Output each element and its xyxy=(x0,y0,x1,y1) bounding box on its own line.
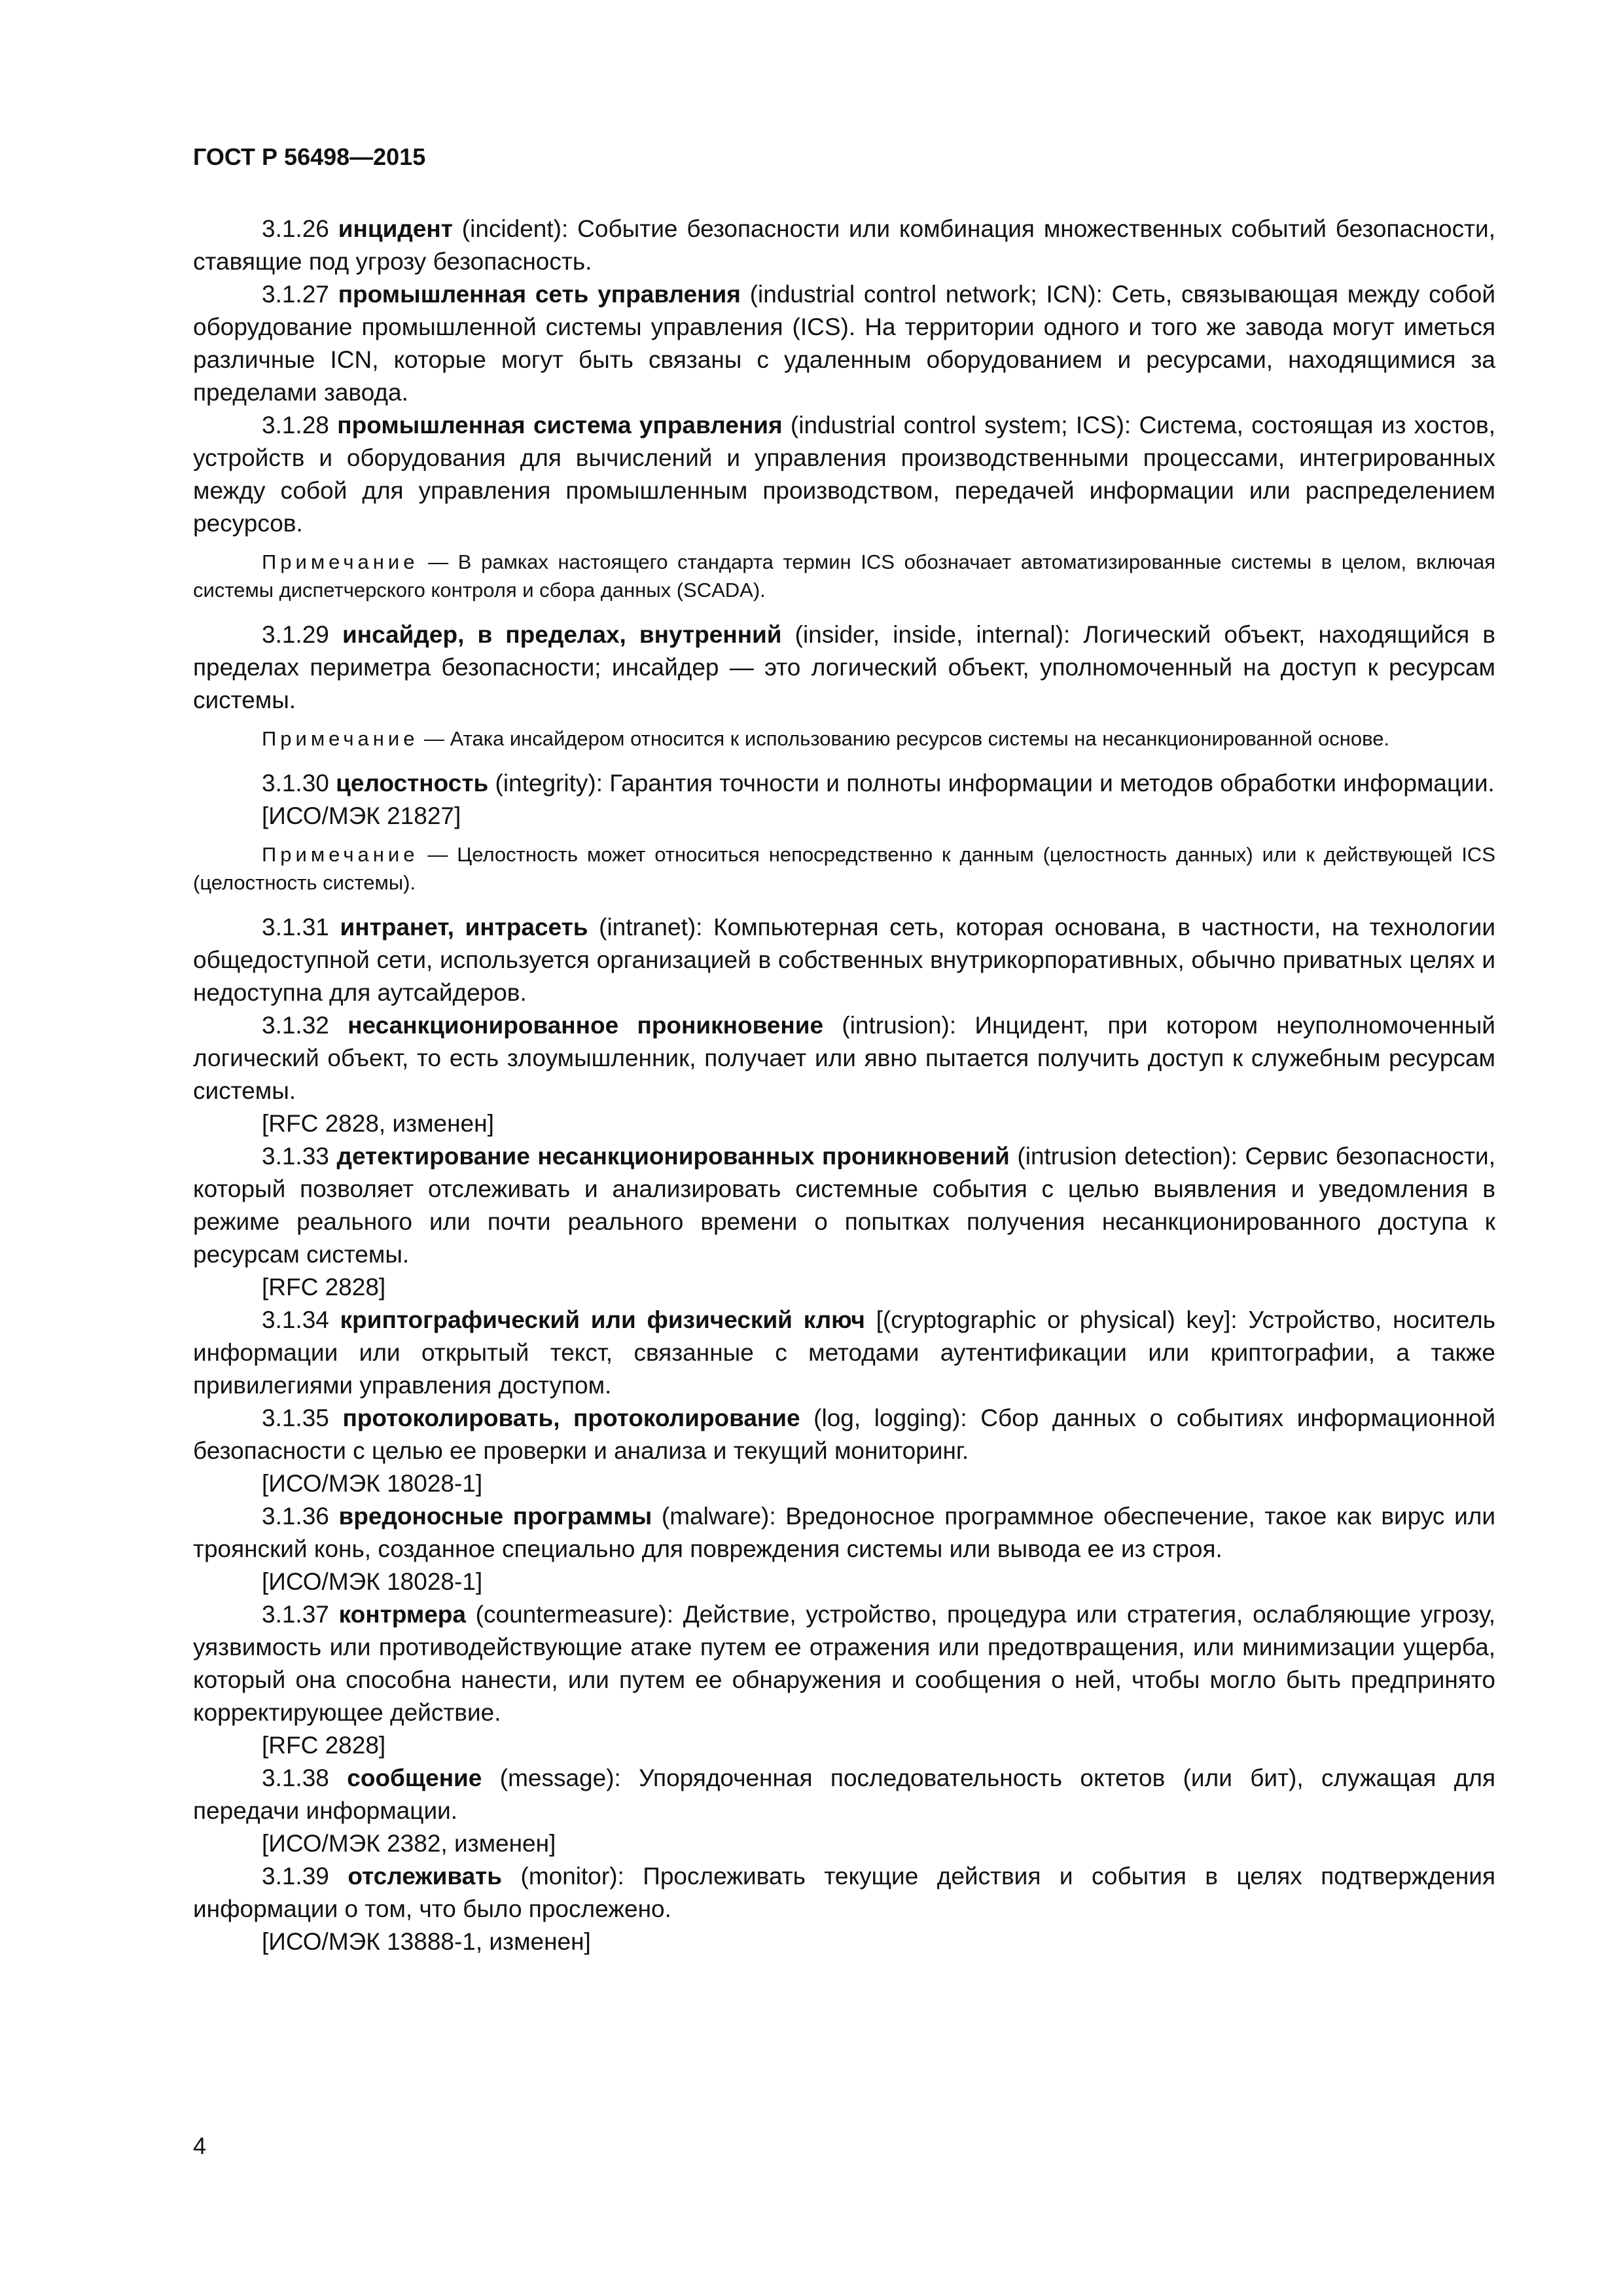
entry-term: отслеживать xyxy=(348,1863,503,1890)
entry-definition: (message): Упорядоченная последовательность октетов (или бит), служащая для передачи информации. xyxy=(193,1765,1496,1824)
entry-definition: (intrusion detection): Сервис безопасности, который позволяет отслеживать и анализировать системные события с целью выявления и уведомления в режиме реального или почти реального времени о попытках получения несанкционированного доступа к ресурсам системы. xyxy=(193,1143,1495,1268)
entry-term: сообщение xyxy=(347,1765,482,1791)
document-header: ГОСТ Р 56498—2015 xyxy=(193,143,426,170)
entry-definition: (incident): Событие безопасности или комбинация множественных событий безопасности, ставящие под угрозу безопасность. xyxy=(193,215,1495,275)
entry-number: 3.1.36 xyxy=(262,1503,329,1530)
term-entry-3-1-35 xyxy=(193,1402,1495,1467)
reference: [RFC 2828] xyxy=(262,1274,386,1300)
note-ics xyxy=(193,548,1495,604)
note-label: Примечание xyxy=(262,843,419,866)
reference: [RFC 2828] xyxy=(262,1732,386,1759)
entry-number: 3.1.37 xyxy=(262,1601,329,1628)
entry-number: 3.1.26 xyxy=(262,215,329,242)
term-entry-3-1-29 xyxy=(193,619,1495,717)
note-label: Примечание xyxy=(262,550,419,573)
reference: [ИСО/МЭК 18028-1] xyxy=(262,1470,483,1497)
reference: [ИСО/МЭК 13888-1, изменен] xyxy=(262,1928,591,1955)
term-entry-3-1-31 xyxy=(193,911,1495,1009)
reference: [ИСО/МЭК 2382, изменен] xyxy=(262,1830,556,1857)
entry-number: 3.1.32 xyxy=(262,1012,329,1039)
note-text: — Атака инсайдером относится к использованию ресурсов системы на несанкционированной основе. xyxy=(418,727,1390,750)
entry-definition: (integrity): Гарантия точности и полноты информации и методов обработки информации. xyxy=(488,770,1495,797)
entry-number: 3.1.39 xyxy=(262,1863,329,1890)
entry-definition: (monitor): Прослеживать текущие действия и события в целях подтверждения информации о том, что было прослежено. xyxy=(193,1863,1495,1922)
note-text: — Целостность может относиться непосредственно к данным (целостность данных) или к действующей ICS (целостность системы). xyxy=(193,843,1495,894)
entry-number: 3.1.33 xyxy=(262,1143,329,1170)
entry-term: инсайдер, в пределах, внутренний xyxy=(342,621,782,648)
entry-definition: (countermeasure): Действие, устройство, процедура или стратегия, ослабляющие угрозу, уязвимость или противодействующие атаке путем ее отражения или предотвращения, или минимизации ущерба, который она способна нанести, или путем ее обнаружения и сообщения о ней, чтобы могло быть предпринято корректирующее действие. xyxy=(193,1601,1495,1726)
entry-term: вредоносные программы xyxy=(338,1503,652,1530)
term-entry-3-1-32 xyxy=(193,1009,1495,1107)
term-entry-3-1-39 xyxy=(193,1860,1495,1926)
entry-term: протоколировать, протоколирование xyxy=(342,1405,800,1431)
term-entry-3-1-27 xyxy=(193,278,1495,409)
page-number: 4 xyxy=(193,2132,207,2159)
entry-number: 3.1.30 xyxy=(262,770,329,797)
entry-number: 3.1.28 xyxy=(262,412,329,439)
entry-term: интранет, интрасеть xyxy=(340,914,588,941)
entry-number: 3.1.34 xyxy=(262,1306,329,1333)
note-insider xyxy=(193,725,1495,753)
entry-number: 3.1.35 xyxy=(262,1405,329,1431)
entry-number: 3.1.29 xyxy=(262,621,329,648)
entry-definition: (industrial control network; ICN): Сеть, связывающая между собой оборудование промышленной системы управления (ICS). На территории одного и того же завода могут иметься различные ICN, которые могут быть связаны с удаленным оборудованием и ресурсами, находящимися за пределами завода. xyxy=(193,281,1496,406)
reference: [ИСО/МЭК 18028-1] xyxy=(262,1568,483,1595)
entry-number: 3.1.38 xyxy=(262,1765,329,1791)
entry-term: целостность xyxy=(336,770,489,797)
entry-definition: (intranet): Компьютерная сеть, которая основана, в частности, на технологии общедоступной сети, используется организацией в собственных внутрикорпоративных, обычно приватных целях и недоступна для аутсайдеров. xyxy=(193,914,1495,1006)
entry-term: инцидент xyxy=(338,215,453,242)
term-entry-3-1-30 xyxy=(193,767,1495,800)
note-integrity xyxy=(193,840,1495,897)
document-page xyxy=(193,141,1495,1958)
term-entry-3-1-28 xyxy=(193,409,1495,540)
note-label: Примечание xyxy=(262,727,419,750)
entry-definition: (insider, inside, internal): Логический объект, находящийся в пределах периметра безопасности; инсайдер — это логический объект, уполномоченный на доступ к ресурсам системы. xyxy=(193,621,1495,713)
entry-definition: (industrial control system; ICS): Система, состоящая из хостов, устройств и оборудования для вычислений и управления производственными процессами, интегрированных между собой для управления промышленным производством, передачей информации или распределением ресурсов. xyxy=(193,412,1495,537)
entry-term: промышленная сеть управления xyxy=(338,281,741,308)
entry-definition: (intrusion): Инцидент, при котором неуполномоченный логический объект, то есть злоумышленник, получает или явно пытается получить доступ к служебным ресурсам системы. xyxy=(193,1012,1495,1104)
term-entry-3-1-26 xyxy=(193,213,1495,278)
entry-term: несанкционированное проникновение xyxy=(348,1012,824,1039)
entry-term: криптографический или физический ключ xyxy=(340,1306,865,1333)
entry-definition: [(cryptographic or physical) key]: Устройство, носитель информации или открытый текст, связанные с методами аутентификации или криптографии, а также привилегиями управления доступом. xyxy=(193,1306,1496,1399)
term-entry-3-1-34 xyxy=(193,1304,1495,1402)
term-entry-3-1-33 xyxy=(193,1140,1495,1271)
term-entry-3-1-36 xyxy=(193,1500,1495,1566)
entry-number: 3.1.27 xyxy=(262,281,329,308)
entry-term: контрмера xyxy=(338,1601,466,1628)
term-entry-3-1-38 xyxy=(193,1762,1495,1827)
term-entry-3-1-37 xyxy=(193,1598,1495,1729)
reference: [RFC 2828, изменен] xyxy=(262,1110,494,1137)
reference: [ИСО/МЭК 21827] xyxy=(262,802,461,829)
entry-term: детектирование несанкционированных проникновений xyxy=(336,1143,1010,1170)
note-text: — В рамках настоящего стандарта термин ICS обозначает автоматизированные системы в целом, включая системы диспетчерского контроля и сбора данных (SCADA). xyxy=(193,550,1495,601)
entry-term: промышленная система управления xyxy=(337,412,783,439)
entry-number: 3.1.31 xyxy=(262,914,329,941)
entry-definition: (log, logging): Сбор данных о событиях информационной безопасности с целью ее проверки и анализа и текущий мониторинг. xyxy=(193,1405,1496,1464)
entry-definition: (malware): Вредоносное программное обеспечение, такое как вирус или троянский конь, созданное специально для повреждения системы или вывода ее из строя. xyxy=(193,1503,1495,1562)
